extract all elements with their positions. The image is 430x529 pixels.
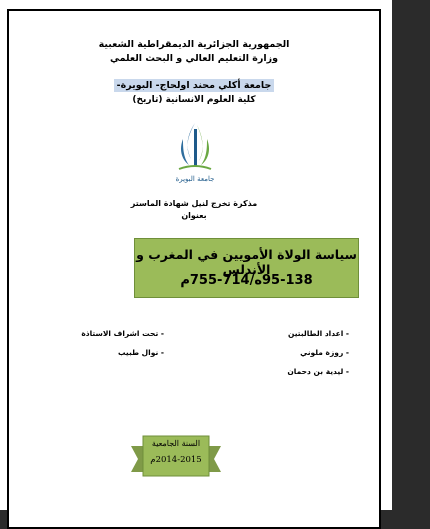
republic-heading: الجمهورية الجزائرية الديمقراطية الشعبية	[98, 39, 290, 50]
students-label: - اعداد الطالبتين	[287, 329, 349, 338]
university-logo-icon	[175, 119, 215, 189]
student-name: - ليدية بن دحمان	[287, 367, 349, 376]
thesis-title-box	[134, 238, 359, 298]
university-heading-wrap	[9, 73, 379, 92]
vertical-scrollbar[interactable]	[392, 0, 430, 510]
supervisor-label: - تحت اشراف الاستاذة	[81, 329, 164, 338]
scrollbar-thumb[interactable]	[404, 0, 418, 510]
logo-caption: جامعة البويرة	[175, 175, 215, 183]
faculty-heading: كلية العلوم الانسانية (تاريخ)	[132, 95, 256, 105]
supervisor-name: - نوال طبيب	[117, 348, 164, 357]
ministry-heading: وزارة التعليم العالي و البحث العلمي	[110, 53, 278, 64]
thesis-title: سياسة الولاة الأمويين في المغرب و الأندلس	[136, 247, 357, 277]
thesis-dates: 95-138ه/714-755م	[180, 273, 313, 288]
academic-year-value: 2014-2015م	[150, 455, 202, 465]
memo-subtitle: بعنوان	[181, 211, 207, 220]
memo-line: مذكرة تخرج لنيل شهادة الماستر	[130, 199, 258, 208]
student-name: - روزة ملوني	[300, 348, 349, 357]
students-block	[287, 329, 349, 386]
document-page	[7, 9, 381, 529]
university-heading: جامعة أكلي محند اولحاج- البويرة-	[114, 79, 275, 92]
supervisor-block	[44, 329, 164, 367]
academic-year-label: السنة الجامعية	[151, 439, 201, 448]
